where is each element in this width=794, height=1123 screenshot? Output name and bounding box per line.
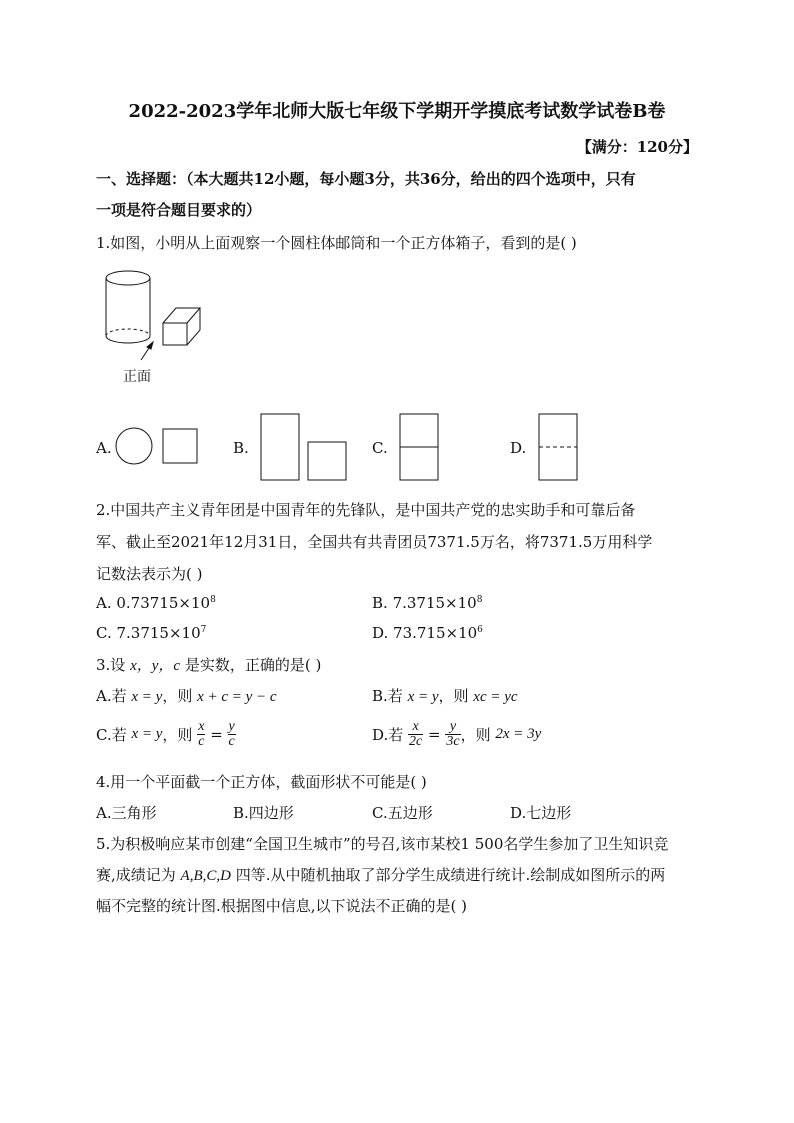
front-arrow — [141, 342, 153, 360]
square-shape — [163, 429, 197, 463]
fraction-x-over-2c: $\frac{x}{2c}$ — [409, 719, 423, 749]
q1-option-b-label: B. — [233, 439, 249, 457]
q4-option-d: D.七边形 — [510, 804, 572, 822]
q1-option-d-figure — [537, 412, 579, 482]
q1-option-d-label: D. — [510, 439, 527, 457]
q1-option-c-label: C. — [372, 439, 388, 457]
q4-option-b: B.四边形 — [233, 804, 294, 822]
q5-line3: 幅不完整的统计图.根据图中信息,以下说法不正确的是( ) — [96, 897, 468, 915]
tall-rectangle-shape — [261, 414, 299, 480]
cube-box — [163, 308, 200, 345]
fraction-y-over-3c: $\frac{y}{3c}$ — [446, 719, 460, 749]
section-heading-line1: 一、选择题：（本大题共12小题，每小题3分，共36分，给出的四个选项中，只有 — [96, 170, 636, 188]
q3-option-a: A.若 x = y，则 x + c = y − c — [96, 687, 277, 705]
q1-option-a-figure — [113, 427, 199, 467]
q4-stem: 4.用一个平面截一个正方体，截面形状不可能是( ) — [96, 773, 427, 791]
q1-option-c-figure — [398, 412, 440, 482]
q4-option-a: A.三角形 — [96, 804, 157, 822]
q1-option-b-figure — [259, 412, 349, 482]
q2-option-a: A. $0.73715\times 10^8$ — [96, 594, 216, 612]
cylinder-mailbox — [106, 271, 150, 343]
q5-line1: 5.为积极响应某市创建“全国卫生城市”的号召,该市某校1 500名学生参加了卫生知识竞 — [96, 835, 669, 853]
q2-option-b: B. $7.3715\times 10^8$ — [372, 594, 483, 612]
page-title: 2022-2023学年北师大版七年级下学期开学摸底考试数学试卷B卷 — [128, 101, 666, 122]
q1-stem: 1.如图，小明从上面观察一个圆柱体邮筒和一个正方体箱子，看到的是( ) — [96, 234, 577, 252]
q1-figure — [100, 266, 210, 366]
q2-line3: 记数法表示为( ) — [96, 565, 203, 583]
q2-line2: 军、截止至2021年12月31日，全国共有共青团员7371.5万名，将7371.5万用科学 — [96, 533, 653, 551]
full-score: 【满分：120分】 — [576, 138, 698, 156]
q2-line1: 2.中国共产主义青年团是中国青年的先锋队，是中国共产党的忠实助手和可靠后备 — [96, 501, 636, 519]
q3-option-c: C.若 x = y，则 $\frac{x}{c}$ = $\frac{y}{c}$ — [96, 719, 235, 749]
q4-option-c: C.五边形 — [372, 804, 433, 822]
q3-option-d: D.若 $\frac{x}{2c}$ = $\frac{y}{3c}$ ，则 2x = 3y — [372, 719, 542, 749]
q3-option-b: B.若 x = y，则 xc = yc — [372, 687, 518, 705]
q5-line2: 赛,成绩记为 A,B,C,D 四等.从中随机抽取了部分学生成绩进行统计.绘制成如图所示的两 — [96, 866, 666, 884]
section-heading-line2: 一项是符合题目要求的） — [96, 201, 262, 219]
fraction-y-over-c: $\frac{y}{c}$ — [228, 719, 235, 749]
fraction-x-over-c: $\frac{x}{c}$ — [198, 719, 205, 749]
circle-shape — [116, 428, 152, 464]
q3-stem: 3.设 x，y，c 是实数，正确的是( ) — [96, 656, 322, 674]
square-shape — [308, 442, 346, 480]
q1-option-a-label: A. — [96, 439, 112, 457]
front-label: 正面 — [123, 369, 151, 385]
q2-option-d: D. $73.715\times 10^6$ — [372, 624, 483, 642]
q2-option-c: C. $7.3715\times 10^7$ — [96, 624, 207, 642]
